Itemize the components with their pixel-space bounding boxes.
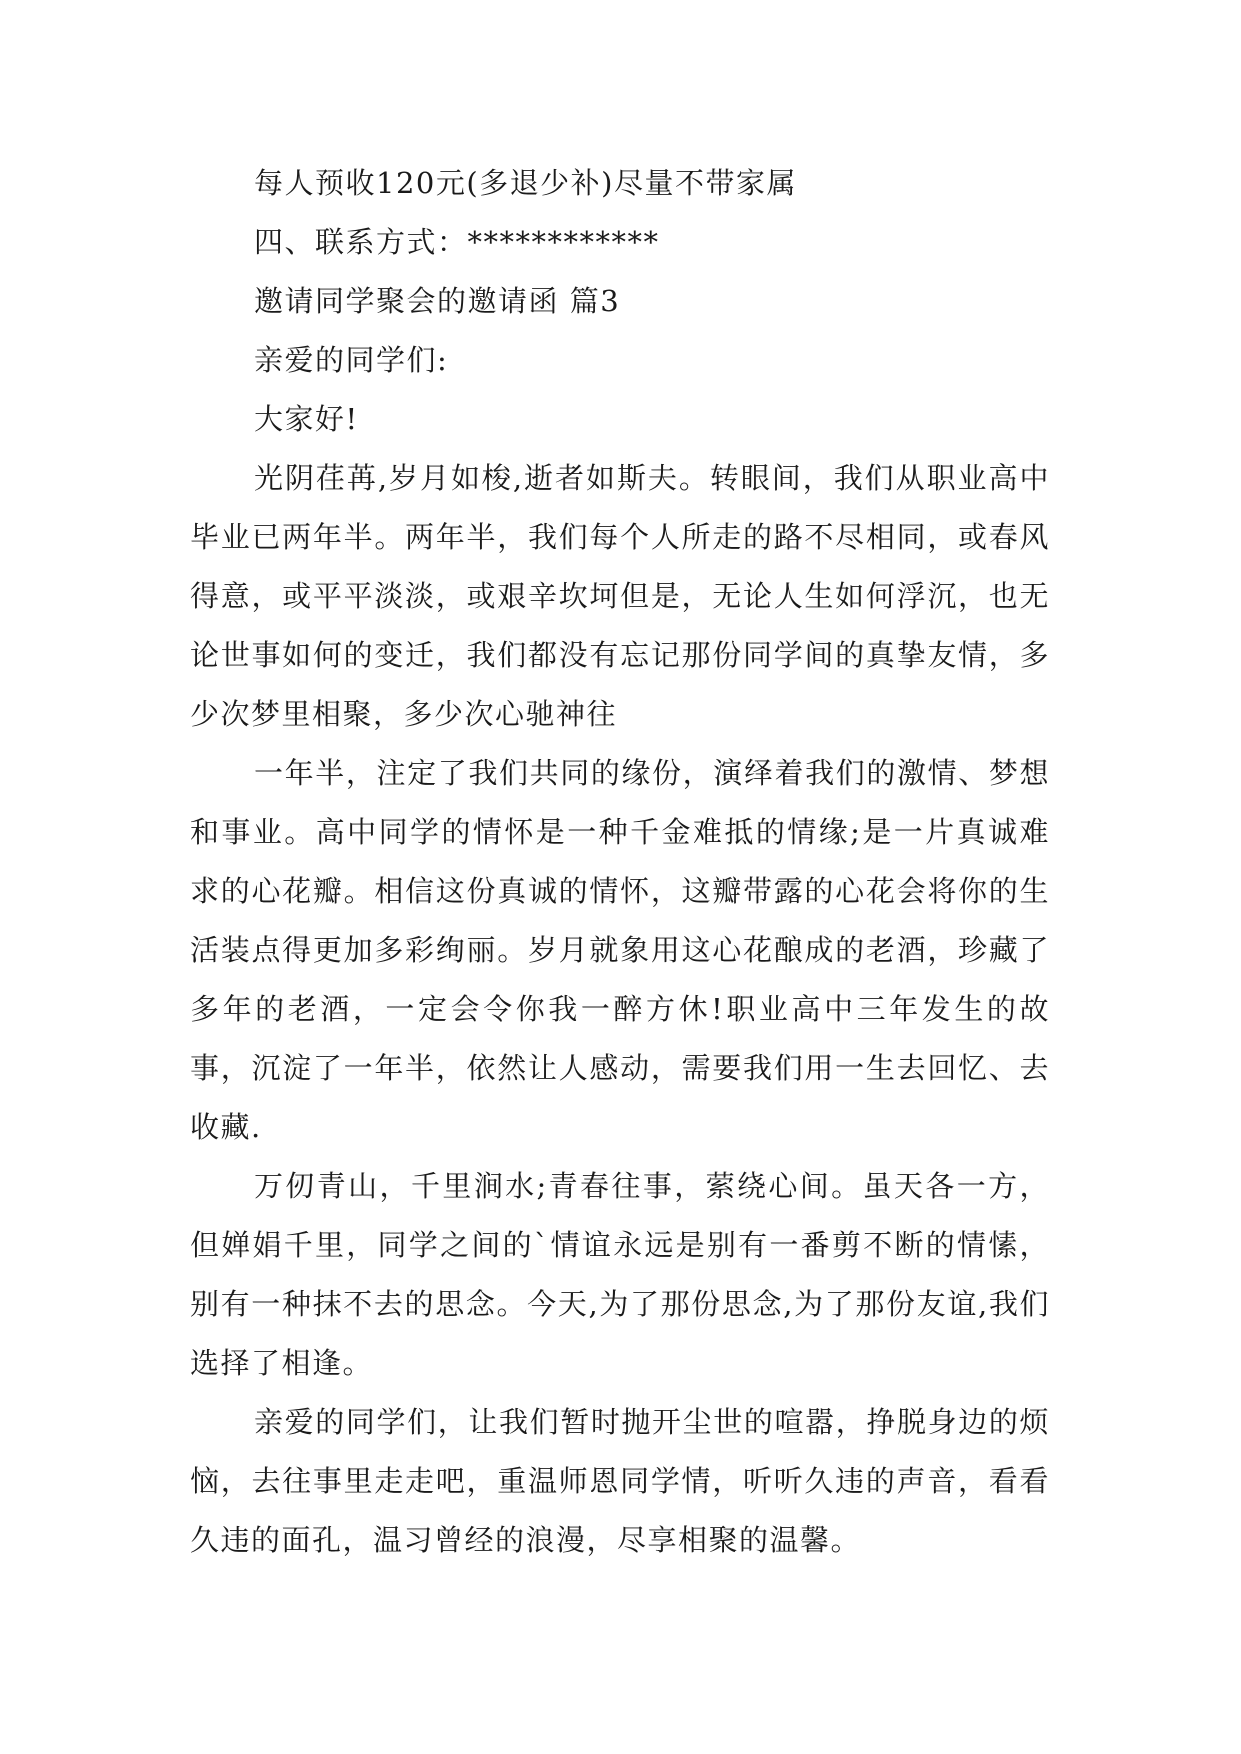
fee-line: 每人预收120元(多退少补)尽量不带家属: [254, 166, 797, 200]
greeting: 大家好!: [254, 402, 359, 436]
salutation: 亲爱的同学们:: [254, 343, 449, 377]
section-title: 邀请同学聚会的邀请函 篇3: [254, 284, 621, 318]
document-body: [190, 154, 1050, 1570]
body-paragraph-4: 亲爱的同学们，让我们暂时抛开尘世的喧嚣，挣脱身边的烦恼，去往事里走走吧，重温师恩同学情，听听久违的声音，看看久违的面孔，温习曾经的浪漫，尽享相聚的温馨。: [190, 1405, 1050, 1557]
body-paragraph-3: 万仞青山，千里涧水;青春往事，萦绕心间。虽天各一方，但婵娟千里，同学之间的`情谊永远是别有一番剪不断的情愫，别有一种抹不去的思念。今天,为了那份思念,为了那份友谊,我们选择了相逢。: [190, 1169, 1050, 1380]
contact-line: 四、联系方式：************: [254, 225, 660, 259]
body-paragraph-1: 光阴荏苒,岁月如梭,逝者如斯夫。转眼间，我们从职业高中毕业已两年半。两年半，我们每个人所走的路不尽相同，或春风得意，或平平淡淡，或艰辛坎坷但是，无论人生如何浮沉，也无论世事如何的变迁，我们都没有忘记那份同学间的真挚友情，多少次梦里相聚，多少次心驰神往: [190, 461, 1050, 731]
body-paragraph-2: 一年半，注定了我们共同的缘份，演绎着我们的激情、梦想和事业。高中同学的情怀是一种千金难抵的情缘;是一片真诚难求的心花瓣。相信这份真诚的情怀，这瓣带露的心花会将你的生活装点得更加多彩绚丽。岁月就象用这心花酿成的老酒，珍藏了多年的老酒，一定会令你我一醉方休!职业高中三年发生的故事，沉淀了一年半，依然让人感动，需要我们用一生去回忆、去收藏.: [190, 756, 1050, 1144]
